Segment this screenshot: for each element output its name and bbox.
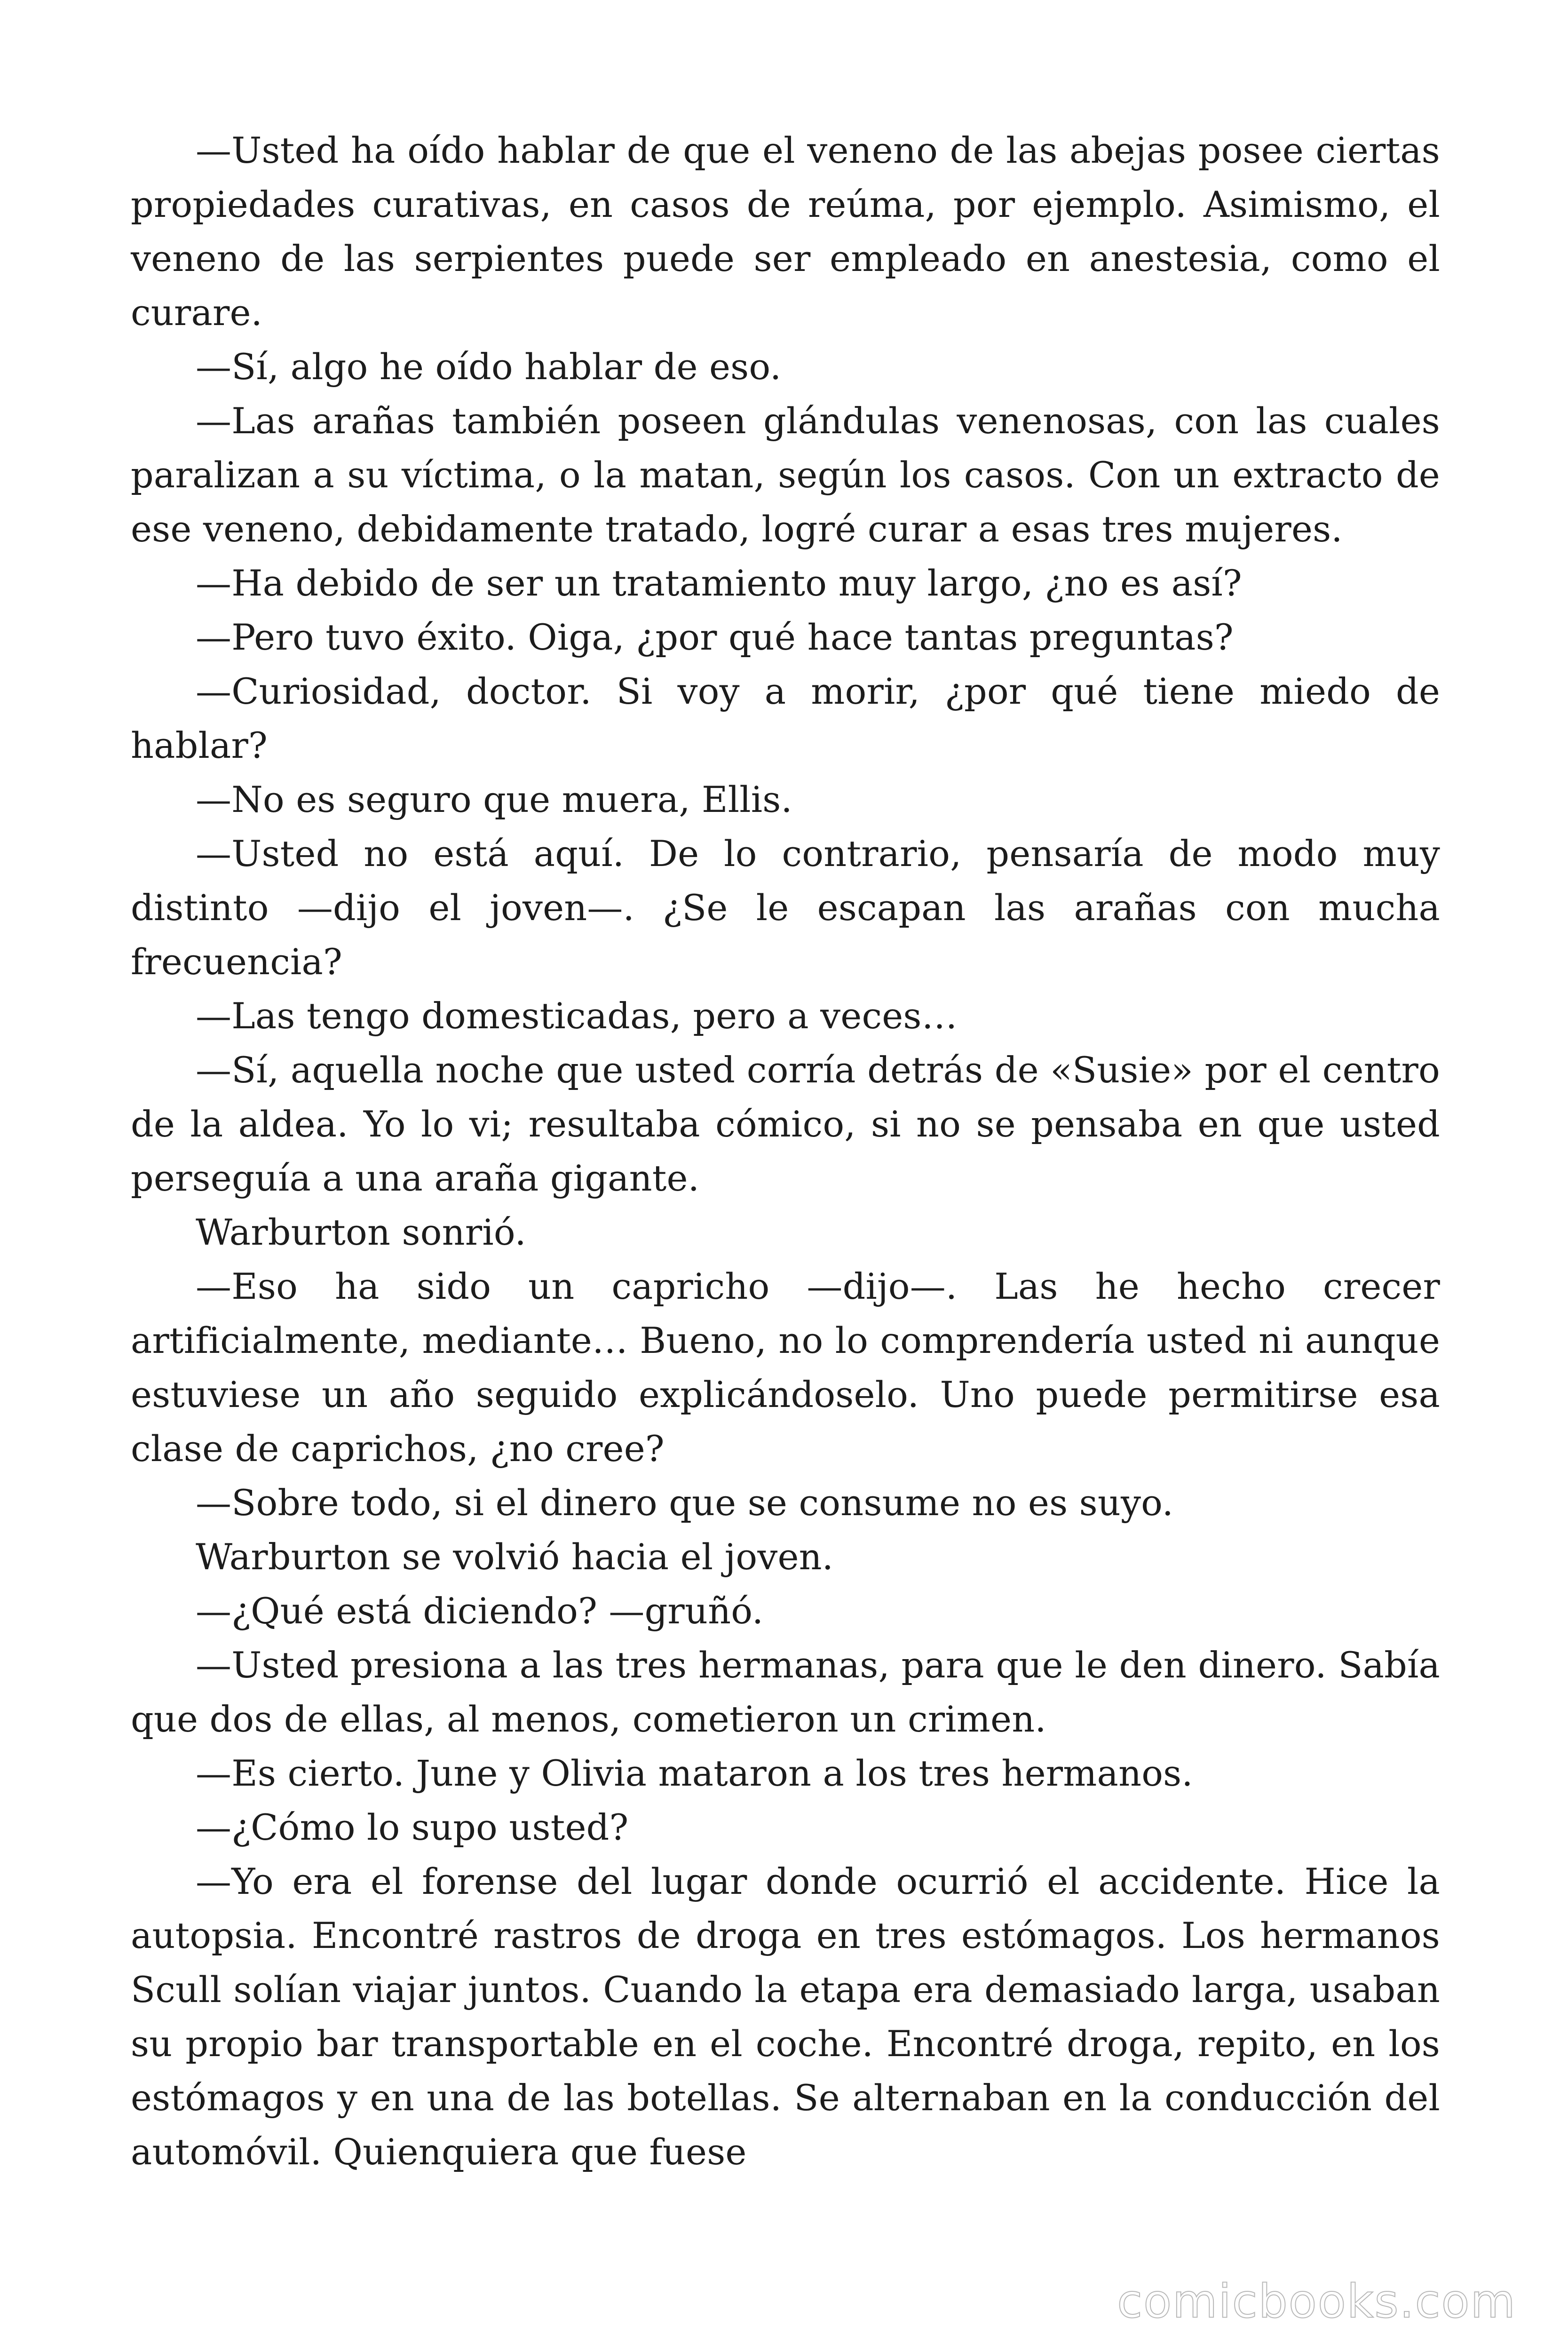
paragraph: —¿Qué está diciendo? —gruñó. [196,1590,764,1632]
paragraph: —Las arañas también poseen glándulas venenosas, con las cuales paralizan a su víctima, o la matan, según los casos. Con un extracto de ese veneno, debidamente tratado, logré curar a esas tres mujeres. [131,400,1440,550]
paragraph: —Eso ha sido un capricho —dijo—. Las he hecho crecer artificialmente, mediante… Bueno, no lo comprendería usted ni aunque estuviese un año seguido explicándoselo. Uno puede permitirse esa clase de caprichos, ¿no cree? [131,1265,1440,1470]
paragraph: —Curiosidad, doctor. Si voy a morir, ¿por qué tiene miedo de hablar? [131,670,1440,766]
paragraph: —No es seguro que muera, Ellis. [196,779,792,820]
paragraph: —Sí, algo he oído hablar de eso. [196,346,782,388]
body-text [131,123,1440,2179]
paragraph: —Usted ha oído hablar de que el veneno de las abejas posee ciertas propiedades curativas, en casos de reúma, por ejemplo. Asimismo, el veneno de las serpientes puede ser empleado en anestesia, como el curare. [131,129,1440,334]
paragraph: —Ha debido de ser un tratamiento muy largo, ¿no es así? [196,562,1242,604]
paragraph: —Usted no está aquí. De lo contrario, pensaría de modo muy distinto —dijo el joven—. ¿Se le escapan las arañas con mucha frecuencia? [131,833,1440,983]
paragraph: —Sí, aquella noche que usted corría detrás de «Susie» por el centro de la aldea. Yo lo vi; resultaba cómico, si no se pensaba en que usted perseguía a una araña gigante. [131,1049,1440,1199]
site-watermark: comicbooks.com [1117,2275,1516,2328]
paragraph: —Las tengo domesticadas, pero a veces… [196,995,958,1037]
paragraph: —¿Cómo lo supo usted? [196,1806,629,1848]
paragraph: Warburton se volvió hacia el joven. [196,1536,834,1578]
paragraph: Warburton sonrió. [196,1211,526,1253]
paragraph: —Usted presiona a las tres hermanas, para que le den dinero. Sabía que dos de ellas, al menos, cometieron un crimen. [131,1644,1440,1740]
paragraph: —Yo era el forense del lugar donde ocurrió el accidente. Hice la autopsia. Encontré rastros de droga en tres estómagos. Los hermanos Scull solían viajar juntos. Cuando la etapa era demasiado larga, usaban su propio bar transportable en el coche. Encontré droga, repito, en los estómagos y en una de las botellas. Se alternaban en la conducción del automóvil. Quienquiera que fuese [131,1860,1440,2173]
paragraph: —Sobre todo, si el dinero que se consume no es suyo. [196,1482,1174,1524]
paragraph: —Pero tuvo éxito. Oiga, ¿por qué hace tantas preguntas? [196,616,1234,658]
paragraph: —Es cierto. June y Olivia mataron a los tres hermanos. [196,1752,1193,1794]
